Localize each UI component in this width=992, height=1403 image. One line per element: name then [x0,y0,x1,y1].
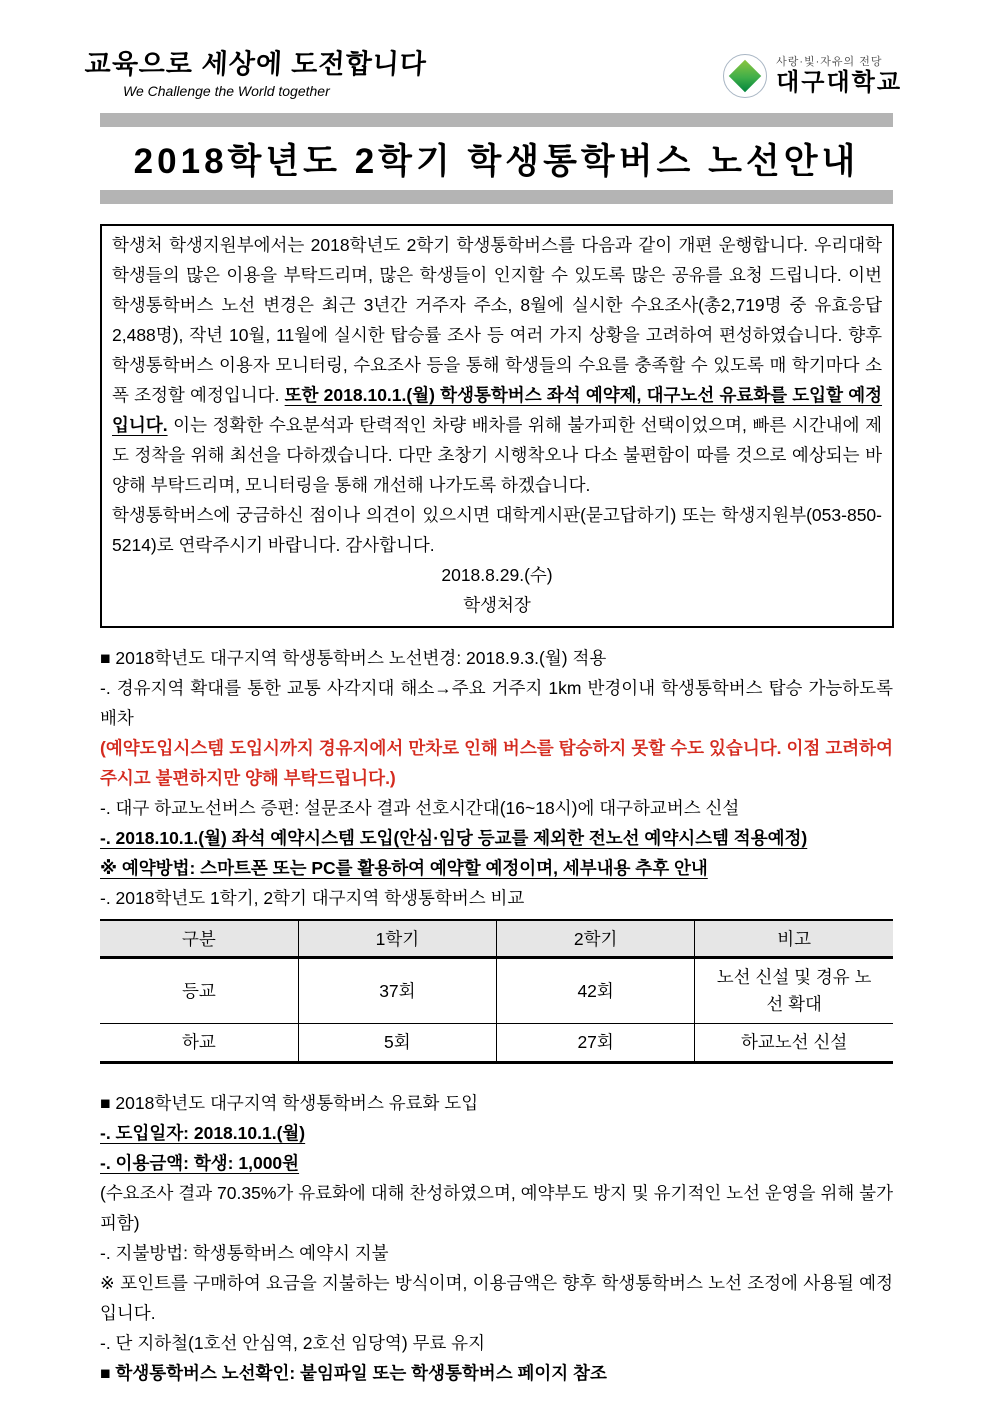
section2-heading: ■ 2018학년도 대구지역 학생통학버스 유료화 도입 [100,1093,479,1113]
cell-semester1: 5회 [298,1024,496,1063]
cell-semester1: 37회 [298,958,496,1024]
title-top-bar [100,113,893,127]
column-header-semester2: 2학기 [497,920,695,958]
cell-remarks: 하교노선 신설 [695,1024,893,1063]
university-name: 대구대학교 [776,68,902,96]
column-header-semester1: 1학기 [298,920,496,958]
spacer [0,1064,992,1088]
university-slogan-logo [85,42,427,99]
cell-semester2: 27회 [497,1024,695,1063]
section2-survey-note: (수요조사 결과 70.35%가 유료화에 대해 찬성하였으며, 예약부도 방지 및 유기적인 노선 운영을 위해 불가피함) [100,1183,893,1233]
emblem-diamond-icon [729,60,762,93]
section1-item-extra-bus: -. 대구 하교노선버스 증편: 설문조사 결과 선호시간대(16~18시)에 대구하교버스 신설 [100,798,740,818]
section-route-change [100,643,893,913]
slogan-english: We Challenge the World together [123,83,330,99]
section2-item-start-date: -. 도입일자: 2018.10.1.(월) [100,1123,306,1143]
university-motto: 사랑·빛·자유의 전당 [776,55,883,68]
slogan-korean: 교육으로 세상에 도전합니다 [84,49,428,79]
footer-route-check-heading: ■ 학생통학버스 노선확인: 붙임파일 또는 학생통학버스 페이지 참조 [100,1363,607,1383]
notice-text-before: 학생처 학생지원부에서는 2018학년도 2학기 학생통학버스를 다음과 같이 개편 운행합니다. 우리대학 학생들의 많은 이용을 부탁드리며, 많은 학생들이 인지할 수 있도록 많은 공유를 요청 드립니다. 이번 학생통학버스 노선 변경은 최근 3년간 거주자 주소, 8월에 실시한 수요조사(총2,719명 중 유효응답 2,488명), 작년 10월, 11월에 실시한 탑승률 조사 등 여러 가지 상황을 고려하여 편성하였습니다. 향후 학생통학버스 이용자 모니터링, 수요조사 등을 통해 학생들의 수요를 충족할 수 있도록 매 학기마다 소폭 조정할 예정입니다. [112,235,882,405]
column-header-remarks: 비고 [695,920,893,958]
university-logo-text [776,56,902,96]
cell-semester2: 42회 [497,958,695,1024]
notice-paragraph-1 [112,230,882,500]
title-bottom-bar [100,190,893,204]
section1-warning-red: (예약도입시스템 도입시까지 경유지에서 만차로 인해 버스를 탑승하지 못할 수도 있습니다. 이점 고려하여 주시고 불편하지만 양해 부탁드립니다.) [100,738,893,788]
section-paid-service [100,1088,893,1388]
cell-category: 등교 [100,958,298,1024]
university-logo [723,54,902,98]
page-title: 2018학년도 2학기 학생통학버스 노선안내 [133,142,860,181]
section2-item-payment-method: -. 지불방법: 학생통학버스 예약시 지불 [100,1243,389,1263]
section2-item-points-note: ※ 포인트를 구매하여 요금을 지불하는 방식이며, 이용금액은 향후 학생통학버스 노선 조정에 사용될 예정입니다. [100,1273,893,1323]
section2-item-subway-free: -. 단 지하철(1호선 안심역, 2호선 임당역) 무료 유지 [100,1333,485,1353]
university-emblem-icon [723,54,767,98]
notice-signature: 학생처장 [463,595,531,615]
notice-text-emphasis: 또한 2018.10.1.(월) 학생통학버스 좌석 예약제, 대구노선 유료화를 도입할 예정입니다. [112,385,883,435]
semester-comparison-table [100,919,893,1064]
notice-paragraph-2: 학생통학버스에 궁금하신 점이나 의견이 있으시면 대학게시판(묻고답하기) 또는 학생지원부(053-850-5214)로 연락주시기 바랍니다. 감사합니다. [112,505,882,555]
cell-remarks: 노선 신설 및 경유 노선 확대 [695,958,893,1024]
column-header-category: 구분 [100,920,298,958]
cell-category: 하교 [181,1032,216,1052]
table-row [100,1024,893,1063]
section2-item-fee: -. 이용금액: 학생: 1,000원 [100,1153,300,1173]
section1-item-reservation-method: ※ 예약방법: 스마트폰 또는 PC를 활용하여 예약할 예정이며, 세부내용 추후 안내 [100,858,708,878]
table-header-row [100,920,893,958]
section1-heading: ■ 2018학년도 대구지역 학생통학버스 노선변경: 2018.9.3.(월) 적용 [100,648,607,668]
table-row [100,958,893,1024]
section1-item-comparison: -. 2018학년도 1학기, 2학기 대구지역 학생통학버스 비교 [100,888,525,908]
page-header [0,0,992,99]
title-banner [100,113,893,204]
section1-item-coverage: -. 경유지역 확대를 통한 교통 사각지대 해소→주요 거주지 1km 반경이내 학생통학버스 탑승 가능하도록 배차 [100,678,893,728]
notice-date: 2018.8.29.(수) [441,565,553,585]
notice-box [100,224,894,628]
section1-item-reservation: -. 2018.10.1.(월) 좌석 예약시스템 도입(안심·임당 등교를 제외한 전노선 예약시스템 적용예정) [100,828,808,848]
notice-text-after: 이는 정확한 수요분석과 탄력적인 차량 배차를 위해 불가피한 선택이었으며, 빠른 시간내에 제도 정착을 위해 최선을 다하겠습니다. 다만 초창기 시행착오나 다소 불편함이 따를 것으로 예상되는 바 양해 부탁드리며, 모니터링을 통해 개선해 나가도록 하겠습니다. [112,415,882,495]
